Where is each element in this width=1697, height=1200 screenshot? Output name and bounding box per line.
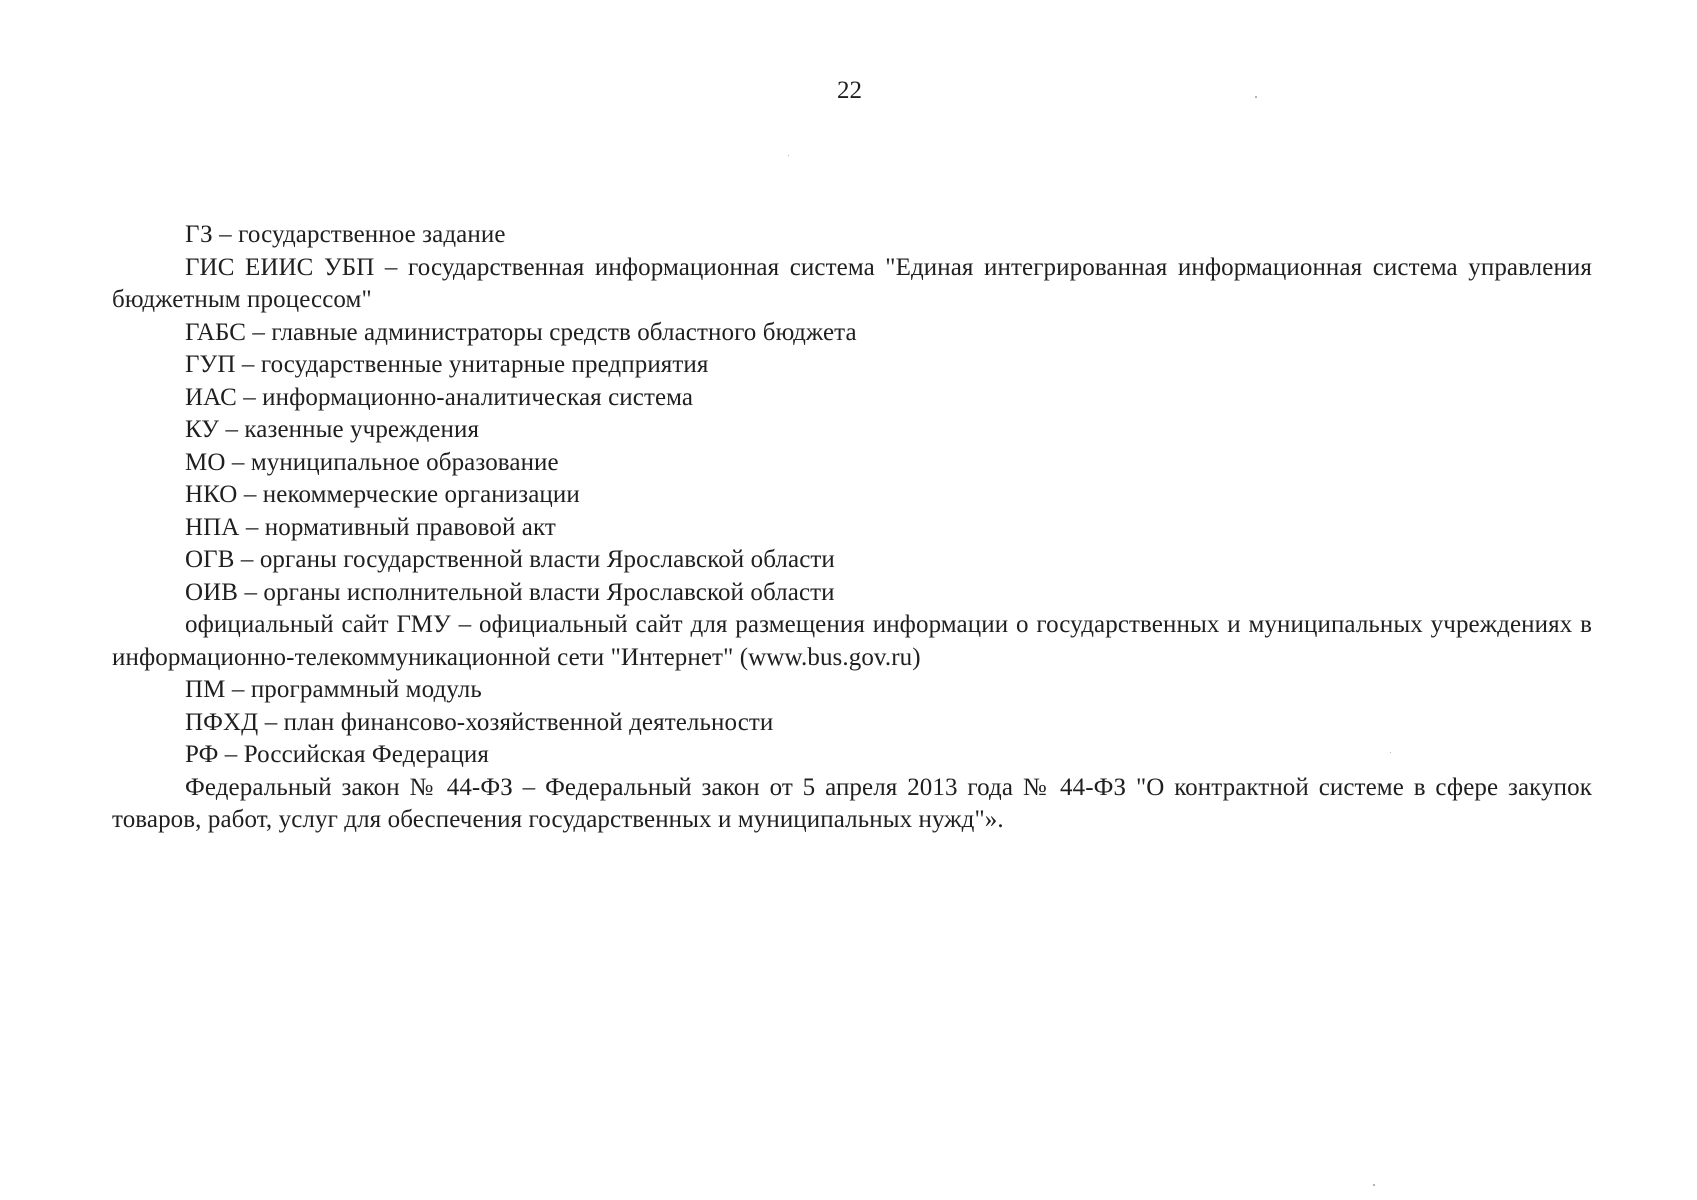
abbreviations-list — [112, 219, 1592, 837]
abbreviation-definition: нормативный правовой акт — [264, 513, 556, 541]
abbreviation-definition: муниципальное образование — [250, 448, 559, 476]
scan-speck — [1373, 1184, 1375, 1186]
separator-dash: – — [231, 448, 245, 476]
abbreviation-definition: Российская Федерация — [243, 741, 490, 768]
abbreviation-definition: государственные унитарные предприятия — [260, 351, 709, 378]
abbreviation-term: НКО — [185, 481, 238, 508]
separator-dash: – — [243, 383, 256, 411]
scan-speck — [1255, 96, 1257, 98]
abbreviation-definition: органы исполнительной власти Ярославской области — [263, 578, 835, 606]
abbreviation-term: КУ — [185, 416, 220, 443]
abbreviation-term: ГЗ — [185, 221, 213, 248]
abbreviation-definition: государственное задание — [238, 221, 506, 248]
page-number — [0, 76, 1697, 106]
abbreviation-definition: казенные учреждения — [244, 416, 480, 443]
separator-dash: – — [244, 578, 258, 606]
abbreviation-entry — [112, 349, 1592, 382]
separator-dash: – — [224, 741, 238, 768]
abbreviation-term: Федеральный закон № 44-ФЗ — [185, 773, 513, 801]
abbreviation-term: ОГВ — [185, 546, 235, 573]
abbreviation-entry — [112, 739, 1592, 772]
abbreviation-term: ГИС ЕИИС УБП — [185, 253, 375, 281]
abbreviation-definition: органы государственной власти Ярославской области — [259, 546, 835, 573]
separator-dash: – — [219, 221, 232, 248]
abbreviation-entry — [112, 479, 1592, 512]
page-number-text: 22 — [837, 77, 862, 104]
separator-dash: – — [522, 773, 536, 801]
abbreviation-entry — [112, 382, 1592, 415]
abbreviation-definition: некоммерческие организации — [262, 481, 580, 508]
abbreviation-definition: Федеральный закон от 5 апреля 2013 года № 44-ФЗ "О контрактной системе в сфере закупок товаров, работ, услуг для обеспечения государственных и муниципальных нужд"». — [112, 773, 1592, 833]
scan-speck — [788, 155, 789, 156]
abbreviation-entry — [112, 414, 1592, 447]
separator-dash: – — [231, 676, 245, 703]
abbreviation-entry — [112, 447, 1592, 480]
separator-dash: – — [384, 253, 398, 281]
abbreviation-definition: государственная информационная система "Единая интегрированная информационная система управления бюджетным процессом" — [112, 253, 1593, 313]
separator-dash: – — [245, 513, 259, 541]
abbreviation-entry — [112, 707, 1592, 740]
abbreviation-definition: главные администраторы средств областного бюджета — [271, 318, 857, 346]
abbreviation-entry — [112, 544, 1592, 577]
separator-dash: – — [225, 416, 239, 443]
abbreviation-entry — [112, 577, 1592, 610]
abbreviation-term: ГУП — [185, 351, 236, 378]
abbreviation-entry — [112, 772, 1592, 837]
abbreviation-entry — [112, 317, 1592, 350]
abbreviation-term: ПФХД — [185, 708, 259, 736]
abbreviation-term: НПА — [185, 513, 240, 541]
abbreviation-definition: информационно-аналитическая система — [262, 383, 694, 411]
separator-dash: – — [243, 481, 257, 508]
abbreviation-term: ГАБС — [185, 318, 247, 346]
abbreviation-entry — [112, 609, 1592, 674]
separator-dash: – — [240, 546, 254, 573]
abbreviation-definition: программный модуль — [250, 676, 482, 703]
abbreviation-entry — [112, 674, 1592, 707]
separator-dash: – — [458, 611, 472, 638]
abbreviation-term: ИАС — [185, 383, 237, 411]
abbreviation-term: РФ — [185, 741, 219, 768]
abbreviation-term: МО — [185, 448, 226, 476]
abbreviation-entry — [112, 252, 1592, 317]
abbreviation-term: ПМ — [185, 676, 226, 703]
abbreviation-definition: план финансово-хозяйственной деятельности — [283, 708, 774, 736]
abbreviation-definition: официальный сайт для размещения информации о государственных и муниципальных учреждениях в информационно-телекоммуникационной сети "Интернет" (www.bus.gov.ru) — [112, 611, 1592, 671]
scan-speck — [1390, 752, 1391, 753]
abbreviation-entry — [112, 219, 1592, 252]
separator-dash: – — [264, 708, 278, 736]
separator-dash: – — [241, 351, 255, 378]
abbreviation-term: официальный сайт ГМУ — [185, 611, 451, 638]
separator-dash: – — [252, 318, 266, 346]
abbreviation-entry — [112, 512, 1592, 545]
abbreviation-term: ОИВ — [185, 578, 239, 606]
